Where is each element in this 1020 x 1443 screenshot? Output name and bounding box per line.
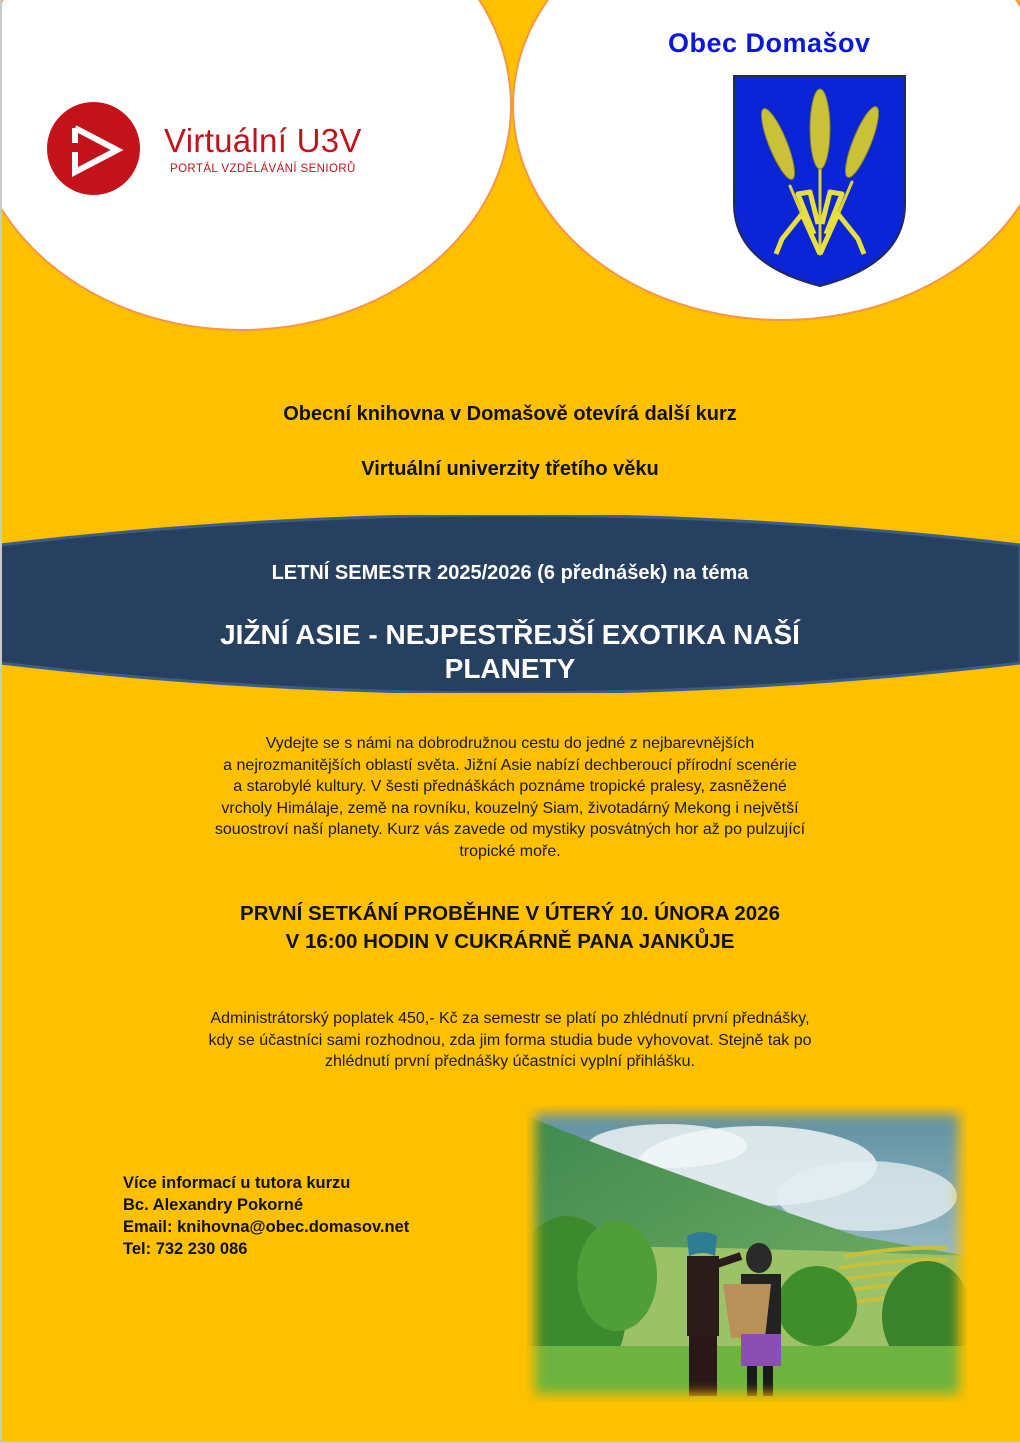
description-line: tropické moře. [459, 842, 561, 860]
contact-email[interactable]: Email: knihovna@obec.domasov.net [123, 1218, 410, 1236]
u3v-title: Virtuální U3V [164, 121, 362, 159]
course-description [100, 733, 920, 862]
u3v-logo [47, 102, 362, 195]
two-people-overlooking-rice-terraces-photo [527, 1106, 967, 1402]
course-title-line: PLANETY [444, 653, 576, 684]
meeting-line: PRVNÍ SETKÁNÍ PROBĚHNE V ÚTERÝ 10. ÚNORA 2026 [240, 902, 780, 925]
fee-info [100, 1008, 920, 1073]
municipality-title: Obec Domašov [668, 28, 871, 58]
description-line: Vydejte se s námi na dobrodružnou cestu do jedné z nejbarevnějších [265, 735, 755, 752]
meeting-line: V 16:00 HODIN V CUKRÁRNĚ PANA JANKŮJE [285, 930, 735, 953]
play-icon [47, 102, 140, 195]
u3v-subtitle: PORTÁL VZDĚLÁVÁNÍ SENIORŮ [170, 162, 356, 175]
course-title-line: JIŽNÍ ASIE - NEJPESTŘEJŠÍ EXOTIKA NAŠÍ [220, 619, 800, 650]
fee-line: zhlédnutí první přednášky účastníci vyplní přihlášku. [325, 1053, 695, 1070]
fee-line: kdy se účastníci sami rozhodnou, zda jim forma studia bude vyhovovat. Stejně tak po [208, 1031, 812, 1049]
fee-line: Administrátorský poplatek 450,- Kč za semestr se platí po zhlédnutí první přednášky, [210, 1010, 810, 1027]
description-line: vrcholy Himálaje, země na rovníku, kouzelný Siam, životadárný Mekong i největší [221, 799, 799, 817]
description-line: a starobylé kultury. V šesti přednáškách poznáme tropické pralesy, zasněžené [233, 778, 787, 795]
contact-phone[interactable]: Tel: 732 230 086 [123, 1240, 248, 1258]
intro-line: Obecní knihovna v Domašově otevírá další kurz [283, 403, 737, 425]
description-line: a nejrozmanitějších oblastí světa. Jižní Asie nabízí dechberoucí přírodní scenérie [223, 756, 797, 774]
first-meeting-info [0, 900, 1020, 956]
coat-of-arms-wheat-icon [732, 74, 907, 288]
course-title [0, 618, 1020, 686]
contact-block [123, 1172, 409, 1260]
intro-line: Virtuální univerzity třetího věku [361, 458, 659, 480]
description-line: souostroví naší planety. Kurz vás zavede od mystiky posvátných hor až po pulzující [214, 821, 806, 838]
contact-heading: Více informací u tutora kurzu [123, 1174, 351, 1192]
semester-subtitle: LETNÍ SEMESTR 2025/2026 (6 přednášek) na téma [271, 562, 749, 584]
tutor-name: Bc. Alexandry Pokorné [123, 1196, 304, 1214]
page-edge [0, 0, 2, 1443]
